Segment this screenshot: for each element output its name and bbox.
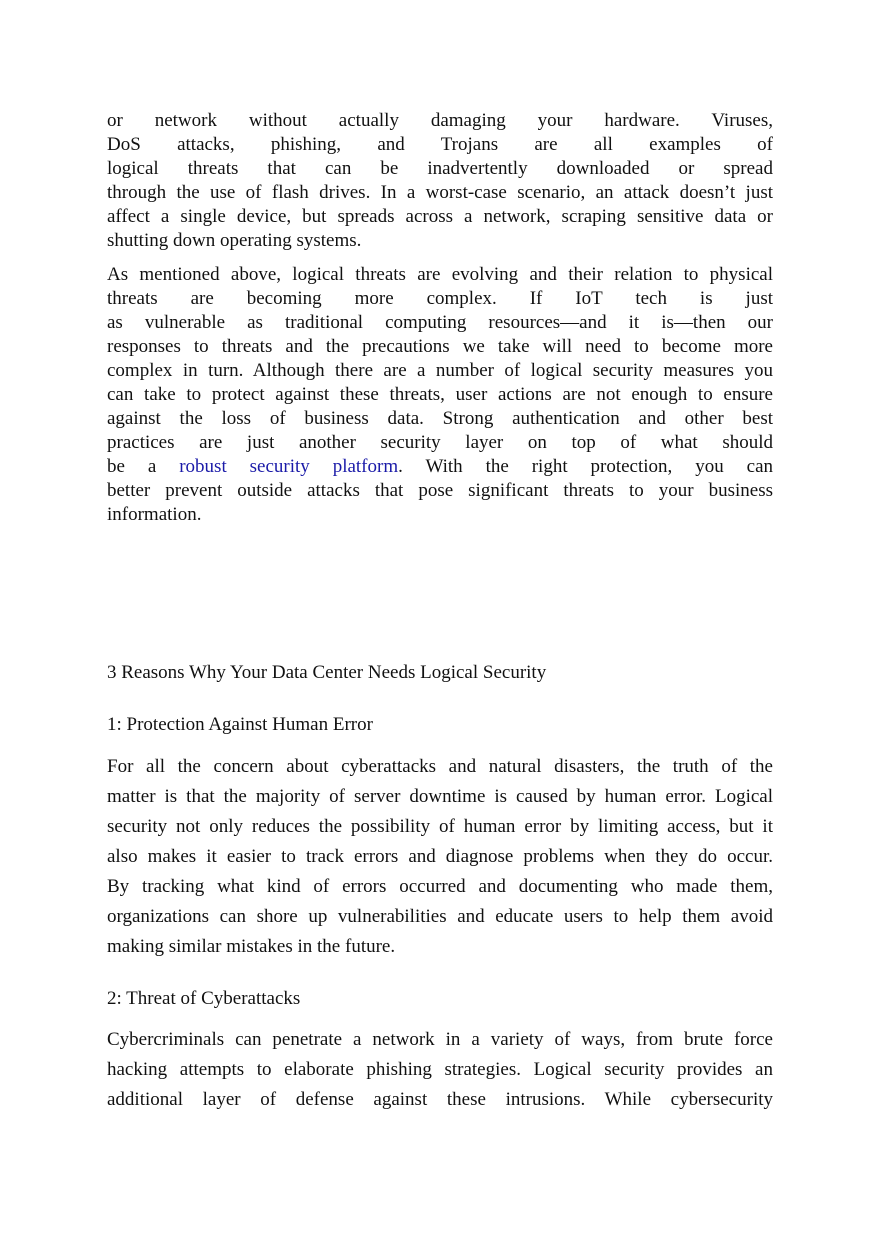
- paragraph-human-error: [107, 752, 773, 962]
- paragraph-line: as vulnerable as traditional computing resources—and it is—then our: [107, 312, 773, 333]
- paragraph-line: through the use of flash drives. In a worst-case scenario, an attack doesn’t just: [107, 182, 773, 203]
- paragraph-line: making similar mistakes in the future.: [107, 936, 396, 957]
- paragraph-line: against the loss of business data. Strong authentication and other best: [107, 408, 773, 429]
- paragraph-line: security not only reduces the possibility of human error by limiting access, but it: [107, 816, 773, 837]
- paragraph-line: additional layer of defense against these intrusions. While cybersecurity: [107, 1089, 773, 1110]
- paragraph-line: better prevent outside attacks that pose significant threats to your business: [107, 480, 773, 501]
- paragraph-line: For all the concern about cyberattacks and natural disasters, the truth of the: [107, 756, 773, 777]
- link-line-suffix: . With the right protection, you can: [398, 456, 773, 477]
- paragraph-line: Cybercriminals can penetrate a network in a variety of ways, from brute force: [107, 1029, 773, 1050]
- subsection-title-human-error: 1: Protection Against Human Error: [107, 714, 373, 735]
- paragraph-line: organizations can shore up vulnerabilities and educate users to help them avoid: [107, 906, 773, 927]
- paragraph-line: affect a single device, but spreads across a network, scraping sensitive data or: [107, 206, 773, 227]
- paragraph-line: information.: [107, 504, 202, 525]
- subsection-title-cyberattacks: 2: Threat of Cyberattacks: [107, 988, 301, 1009]
- paragraph-line: also makes it easier to track errors and diagnose problems when they do occur.: [107, 846, 773, 867]
- paragraph-line: logical threats that can be inadvertently downloaded or spread: [107, 158, 773, 179]
- paragraph-logical-threats: [107, 109, 773, 253]
- paragraph-line: responses to threats and the precautions we take will need to become more: [107, 336, 773, 357]
- paragraph-line: By tracking what kind of errors occurred and documenting who made them,: [107, 876, 773, 897]
- paragraph-line: matter is that the majority of server downtime is caused by human error. Logical: [107, 786, 773, 807]
- paragraph-evolving-threats: [107, 263, 773, 527]
- paragraph-line: or network without actually damaging your hardware. Viruses,: [107, 110, 773, 131]
- paragraph-line: complex in turn. Although there are a number of logical security measures you: [107, 360, 773, 381]
- section-title: 3 Reasons Why Your Data Center Needs Logical Security: [107, 662, 547, 683]
- paragraph-line: As mentioned above, logical threats are evolving and their relation to physical: [107, 264, 773, 285]
- paragraph-line-with-link: [107, 455, 773, 479]
- paragraph-cyberattacks: [107, 1025, 773, 1115]
- paragraph-line: hacking attempts to elaborate phishing strategies. Logical security provides an: [107, 1059, 773, 1080]
- robust-security-platform-link[interactable]: robust security platform: [179, 456, 399, 477]
- link-line-prefix: be a: [107, 456, 157, 477]
- paragraph-line: threats are becoming more complex. If IoT tech is just: [107, 288, 773, 309]
- paragraph-line: shutting down operating systems.: [107, 230, 362, 251]
- paragraph-line: practices are just another security layer on top of what should: [107, 432, 773, 453]
- document-page: [107, 109, 773, 527]
- paragraph-line: can take to protect against these threats, user actions are not enough to ensure: [107, 384, 773, 405]
- paragraph-line: DoS attacks, phishing, and Trojans are all examples of: [107, 134, 773, 155]
